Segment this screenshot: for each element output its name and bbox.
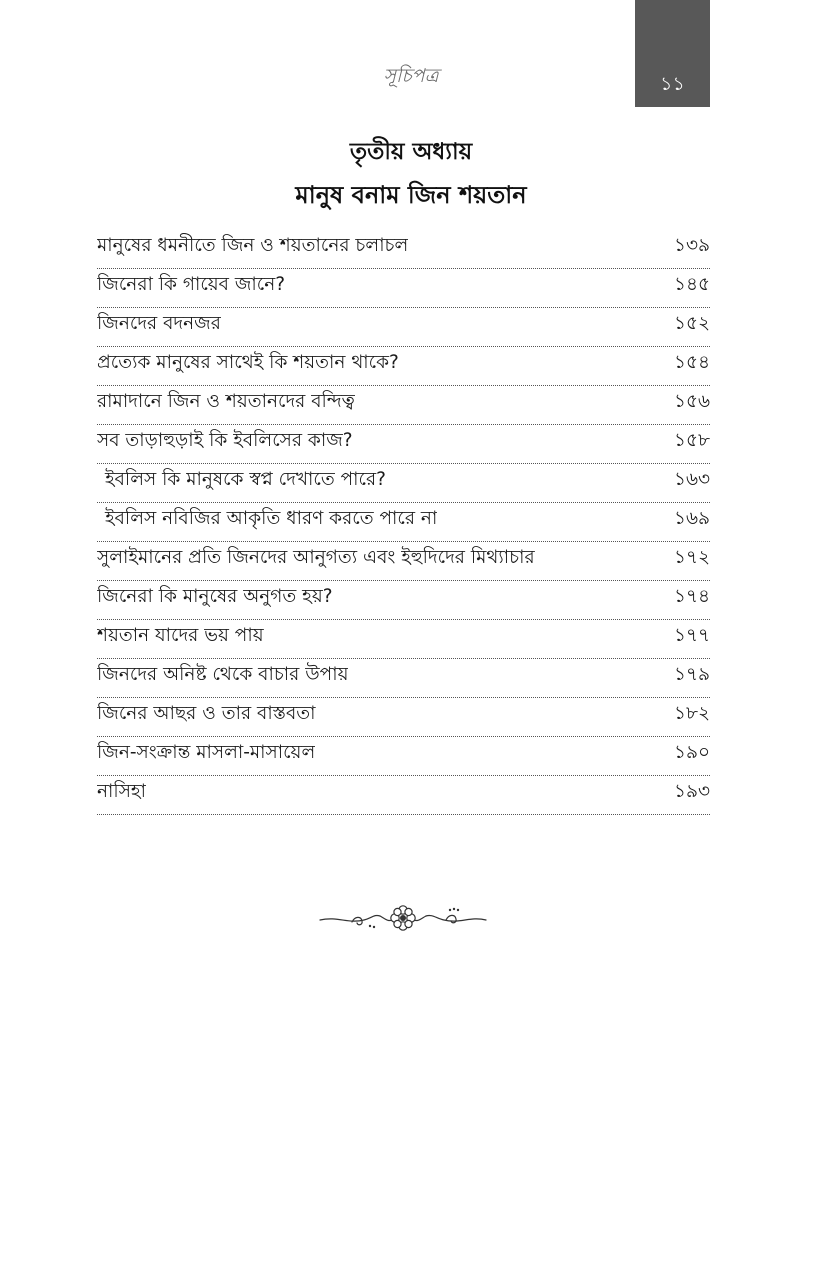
toc-entry[interactable] bbox=[97, 347, 710, 386]
toc-entry-title: মানুষের ধমনীতে জিন ও শয়তানের চলাচল bbox=[97, 235, 409, 256]
running-head: সূচিপত্র bbox=[383, 65, 439, 87]
toc-entry-page: ১৭২ bbox=[673, 547, 710, 568]
toc-entry-page: ১৭৭ bbox=[673, 625, 710, 646]
toc-entry-page: ১৮২ bbox=[673, 703, 710, 724]
toc-entry-title: নাসিহা bbox=[97, 781, 147, 802]
toc-entry-title: সুলাইমানের প্রতি জিনদের আনুগত্য এবং ইহুদিদের মিথ্যাচার bbox=[97, 547, 535, 568]
toc-entry-page: ১৪৫ bbox=[673, 274, 710, 295]
toc-entry-title: ইবলিস নবিজির আকৃতি ধারণ করতে পারে না bbox=[105, 508, 438, 529]
toc-entry[interactable] bbox=[97, 230, 710, 269]
toc-entry-title: জিনের আছর ও তার বাস্তবতা bbox=[97, 703, 316, 724]
toc-entry-title: জিনদের অনিষ্ট থেকে বাচার উপায় bbox=[97, 664, 349, 685]
chapter-label: তৃতীয় অধ্যায় bbox=[349, 139, 473, 165]
toc-entry-page: ১৫৬ bbox=[673, 391, 710, 412]
toc-entry[interactable] bbox=[97, 776, 710, 815]
page-number: ১১ bbox=[660, 73, 685, 95]
toc-entry-page: ১৫৮ bbox=[673, 430, 710, 451]
page-number-tab bbox=[635, 0, 710, 107]
toc-entry-title: সব তাড়াহুড়াই কি ইবলিসের কাজ? bbox=[97, 430, 353, 451]
toc-entry-page: ১৭৯ bbox=[673, 664, 710, 685]
toc-entry[interactable] bbox=[97, 542, 710, 581]
toc-entry-page: ১৩৯ bbox=[673, 235, 710, 256]
toc-entry-page: ১৯৩ bbox=[673, 781, 710, 802]
toc-entry[interactable] bbox=[97, 581, 710, 620]
toc-entry[interactable] bbox=[97, 425, 710, 464]
toc-entry-page: ১৫২ bbox=[673, 313, 710, 334]
toc-entry[interactable] bbox=[97, 464, 710, 503]
toc-entry-title: রামাদানে জিন ও শয়তানদের বন্দিত্ব bbox=[97, 391, 355, 412]
toc-entry-title: ইবলিস কি মানুষকে স্বপ্ন দেখাতে পারে? bbox=[105, 469, 386, 490]
toc-entry-page: ১৯০ bbox=[673, 742, 710, 763]
toc-entry-title: জিনেরা কি মানুষের অনুগত হয়? bbox=[97, 586, 333, 607]
toc-entry[interactable] bbox=[97, 620, 710, 659]
chapter-title: মানুষ বনাম জিন শয়তান bbox=[295, 181, 527, 209]
toc-entry-title: জিনেরা কি গায়েব জানে? bbox=[97, 274, 286, 295]
toc-entry[interactable] bbox=[97, 269, 710, 308]
toc-entry[interactable] bbox=[97, 308, 710, 347]
table-of-contents bbox=[97, 230, 710, 815]
toc-entry-page: ১৭৪ bbox=[673, 586, 710, 607]
toc-entry[interactable] bbox=[97, 659, 710, 698]
toc-entry-title: শয়তান যাদের ভয় পায় bbox=[97, 625, 264, 646]
toc-entry-title: প্রত্যেক মানুষের সাথেই কি শয়তান থাকে? bbox=[97, 352, 399, 373]
toc-entry-page: ১৬৩ bbox=[673, 469, 710, 490]
toc-entry[interactable] bbox=[97, 698, 710, 737]
toc-entry[interactable] bbox=[97, 503, 710, 542]
toc-entry[interactable] bbox=[97, 386, 710, 425]
toc-entry-page: ১৬৯ bbox=[673, 508, 710, 529]
toc-entry-title: জিনদের বদনজর bbox=[97, 313, 221, 334]
floral-divider-icon bbox=[318, 900, 488, 936]
toc-entry[interactable] bbox=[97, 737, 710, 776]
toc-entry-title: জিন-সংক্রান্ত মাসলা-মাসায়েল bbox=[97, 742, 316, 763]
toc-entry-page: ১৫৪ bbox=[673, 352, 710, 373]
